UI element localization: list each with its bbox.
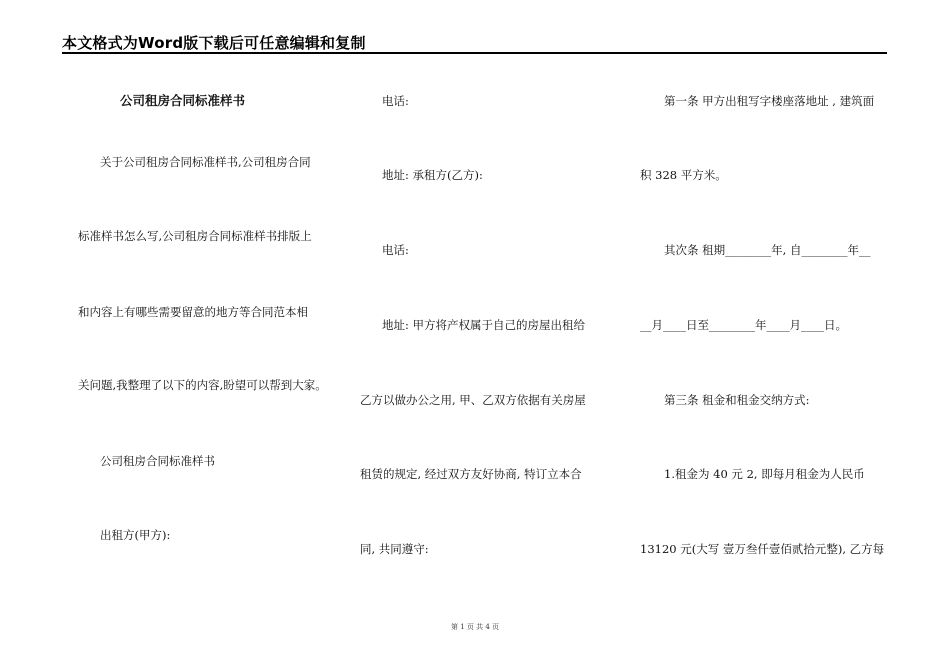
clause-three-heading: 第三条 租金和租金交纳方式: [664, 393, 810, 407]
phone-label: 电话: [382, 243, 409, 257]
clause-two-line: 其次条 租期________年, 自________年__ [664, 243, 871, 257]
page-footer: 第 1 页 共 4 页 [450, 623, 500, 631]
left-paragraph-line: 和内容上有哪些需要留意的地方等合同范本相 [78, 305, 308, 319]
address-paragraph-line: 地址: 甲方将产权属于自己的房屋出租给 [382, 318, 586, 332]
clause-one-line: 积 328 平方米。 [640, 168, 727, 182]
clause-one-line: 第一条 甲方出租写字楼座落地址 , 建筑面 [664, 94, 875, 108]
clause-two-line: __月____日至________年____月____日。 [640, 318, 847, 332]
middle-paragraph-line: 乙方以做办公之用, 甲、乙双方依据有关房屋 [360, 393, 586, 407]
left-subtitle: 公司租房合同标准样书 [100, 454, 215, 468]
document-title: 公司租房合同标准样书 [120, 93, 246, 108]
middle-paragraph-line: 租赁的规定, 经过双方友好协商, 特订立本合 [360, 467, 582, 481]
document-header: 本文格式为Word版下载后可任意编辑和复制 [62, 34, 366, 52]
left-paragraph-line: 关于公司租房合同标准样书,公司租房合同 [100, 155, 311, 169]
address-lessee-label: 地址: 承租方(乙方): [382, 168, 483, 182]
header-rule [62, 52, 887, 54]
clause-three-line: 1.租金为 40 元 2, 即每月租金为人民币 [664, 467, 865, 481]
left-paragraph-line: 关问题,我整理了以下的内容,盼望可以帮到大家。 [78, 378, 327, 392]
middle-paragraph-line: 同, 共同遵守: [360, 542, 429, 556]
clause-three-line: 13120 元(大写 壹万叁仟壹佰贰拾元整), 乙方每 [640, 542, 885, 556]
phone-label: 电话: [382, 94, 409, 108]
left-paragraph-line: 标准样书怎么写,公司租房合同标准样书排版上 [78, 229, 312, 243]
lessor-label: 出租方(甲方): [100, 528, 171, 542]
